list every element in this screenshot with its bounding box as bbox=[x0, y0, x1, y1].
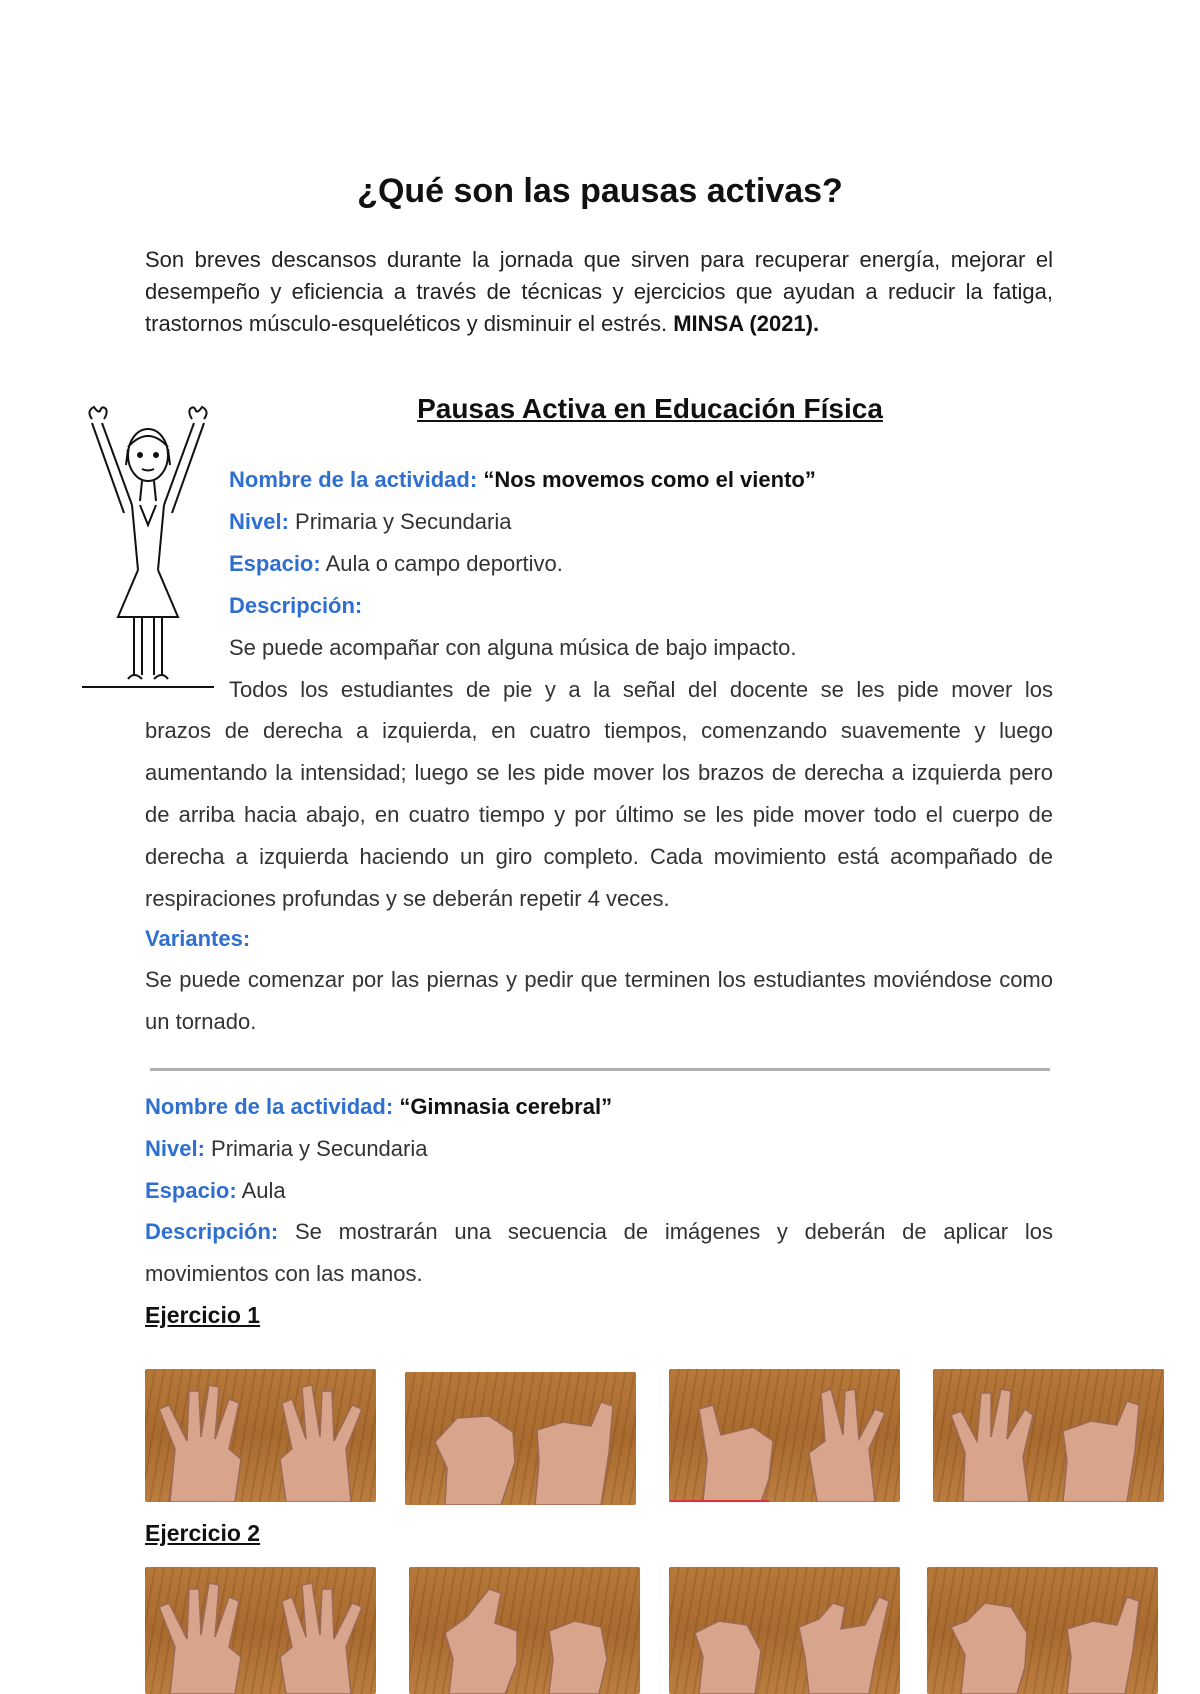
activity1-level-row bbox=[229, 507, 511, 537]
exercise2-heading: Ejercicio 2 bbox=[145, 1520, 261, 1546]
page-title: ¿Qué son las pausas activas? bbox=[357, 172, 843, 210]
activity2-name-value: “Gimnasia cerebral” bbox=[399, 1094, 613, 1119]
activity2-description bbox=[145, 1211, 1053, 1295]
activity1-space-value: Aula o campo deportivo. bbox=[325, 551, 563, 576]
activity2-name-row bbox=[145, 1092, 612, 1122]
open-hands-icon bbox=[145, 1369, 376, 1502]
fist-and-thumb-icon bbox=[405, 1372, 636, 1505]
activity1-space-row bbox=[229, 549, 563, 579]
activity1-variants-label: Variantes: bbox=[145, 926, 251, 951]
section-subtitle: Pausas Activa en Educación Física bbox=[417, 393, 883, 424]
activity1-description-line: Todos los estudiantes de pie y a la señal del docente se les pide mover los bbox=[229, 677, 1053, 702]
exercise1-photo-2 bbox=[405, 1372, 636, 1505]
activity2-description-text: Se mostrarán una secuencia de imágenes y deberán de aplicar los movimientos con las manos. bbox=[145, 1219, 1053, 1286]
activity2-space-label: Espacio: bbox=[145, 1178, 237, 1203]
fist-and-thumb-icon bbox=[927, 1567, 1158, 1694]
activity1-description-intro: Se puede acompañar con alguna música de bajo impacto. bbox=[229, 635, 797, 660]
exercise1-heading: Ejercicio 1 bbox=[145, 1302, 261, 1328]
exercise2-photo-4 bbox=[927, 1567, 1158, 1694]
intro-paragraph bbox=[145, 244, 1053, 340]
exercise2-photo-1 bbox=[145, 1567, 376, 1694]
activity1-description-label-row bbox=[229, 591, 362, 621]
activity2-description-label: Descripción: bbox=[145, 1219, 279, 1244]
exercise1-photo-3 bbox=[669, 1369, 900, 1502]
photo-red-underline bbox=[669, 1500, 769, 1502]
activity1-level-value: Primaria y Secundaria bbox=[295, 509, 512, 534]
open-and-fist-icon bbox=[933, 1369, 1164, 1502]
activity1-variants-text: Se puede comenzar por las piernas y pedir que terminen los estudiantes moviéndose como un tornado. bbox=[145, 967, 1053, 1034]
exercise1-photo-1 bbox=[145, 1369, 376, 1502]
activity2-space-value: Aula bbox=[241, 1178, 286, 1203]
intro-text: Son breves descansos durante la jornada que sirven para recuperar energía, mejorar el desempeño y eficiencia a través de técnicas y ejercicios que ayudan a reducir la fatiga, trastornos músculo-esqueléticos y disminuir el estrés. bbox=[145, 247, 1053, 336]
activity1-name-row bbox=[229, 465, 816, 495]
activity1-description-body: brazos de derecha a izquierda, en cuatro tiempos, comenzando suavemente y luego aumentando la intensidad; luego se les pide mover los brazos de derecha a izquierda pero de arriba hacia abajo, en cuatro tiempo y por último se les pide mover todo el cuerpo de derecha a izquierda haciendo un giro completo. Cada movimiento está acompañado de respiraciones profundas y se deberán repetir 4 veces. bbox=[145, 718, 1053, 911]
activity2-level-row bbox=[145, 1134, 427, 1164]
open-hands-icon bbox=[145, 1567, 376, 1694]
activity1-level-label: Nivel: bbox=[229, 509, 289, 534]
stick-figure-illustration bbox=[82, 405, 214, 695]
exercise2-photo-3 bbox=[669, 1567, 900, 1694]
exercise2-photo-2 bbox=[409, 1567, 640, 1694]
activity2-level-value: Primaria y Secundaria bbox=[211, 1136, 428, 1161]
activity1-variants-label-row bbox=[145, 924, 250, 954]
activity2-space-row bbox=[145, 1176, 286, 1206]
activity2-level-label: Nivel: bbox=[145, 1136, 205, 1161]
section-divider bbox=[150, 1068, 1050, 1071]
thumb-and-open-icon bbox=[669, 1369, 900, 1502]
intro-source: MINSA (2021). bbox=[673, 311, 820, 336]
thumb-and-point-icon bbox=[669, 1567, 900, 1694]
activity2-name-label: Nombre de la actividad: bbox=[145, 1094, 394, 1119]
activity1-space-label: Espacio: bbox=[229, 551, 321, 576]
activity1-description-label: Descripción: bbox=[229, 593, 363, 618]
fist-and-point-icon bbox=[409, 1567, 640, 1694]
activity1-name-value: “Nos movemos como el viento” bbox=[483, 467, 816, 492]
exercise1-photo-4 bbox=[933, 1369, 1164, 1502]
activity1-name-label: Nombre de la actividad: bbox=[229, 467, 478, 492]
